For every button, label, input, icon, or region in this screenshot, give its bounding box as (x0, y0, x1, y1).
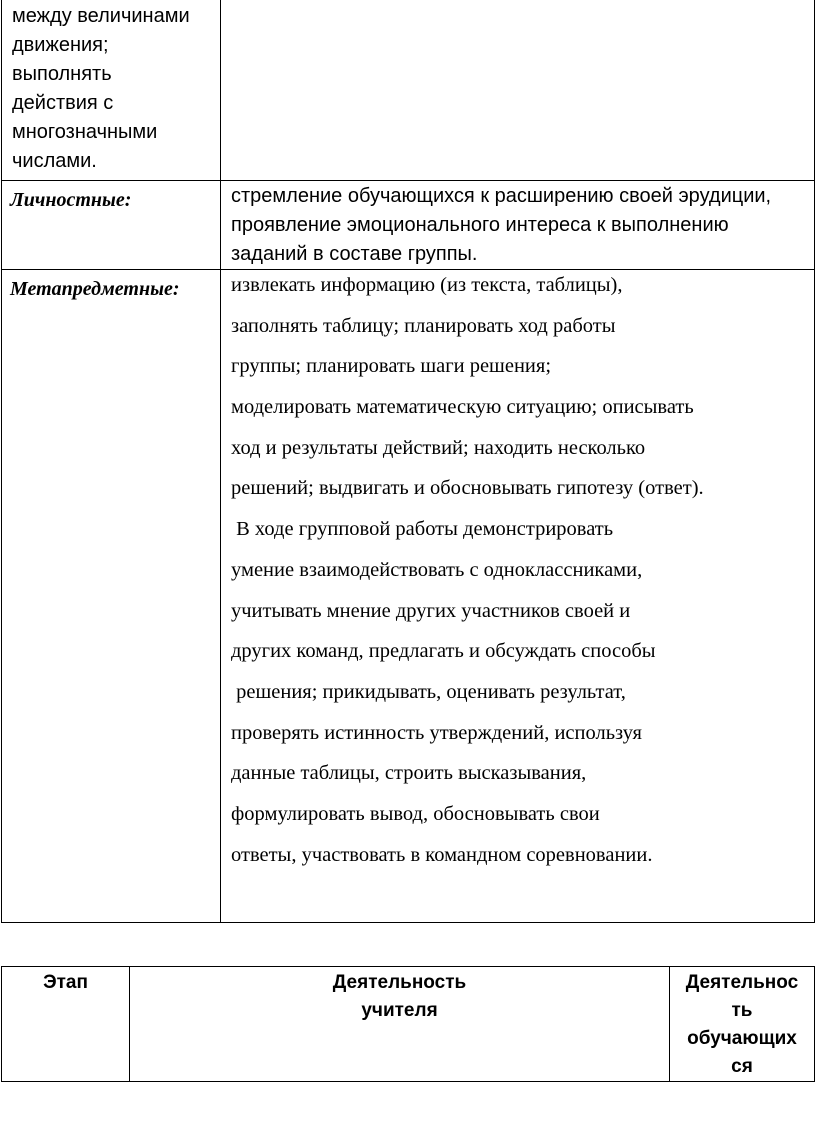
text-line: извлекать информацию (из текста, таблицы), (231, 274, 623, 296)
table-row (2, 0, 815, 181)
personal-text-cell (221, 181, 815, 270)
table-row (2, 270, 815, 923)
personal-label: Личностные: (10, 189, 132, 211)
text-line: многозначными (12, 121, 158, 143)
header-line: Деятельность (332, 972, 467, 993)
header-line: учителя (361, 1000, 438, 1021)
meta-label-cell (2, 270, 221, 923)
personal-label-cell (2, 181, 221, 270)
header-line: Деятельнос (685, 972, 799, 993)
header-line: ть (731, 1000, 753, 1021)
subject-results-text (2, 0, 220, 176)
text-line: действия с (12, 92, 114, 114)
text-line: моделировать математическую ситуацию; описывать (231, 396, 694, 419)
text-line: числами. (12, 150, 97, 172)
header-line: обучающих (687, 1028, 797, 1049)
text-line: между величинами (12, 5, 190, 27)
text-line: заполнять таблицу; планировать ход работы (231, 314, 616, 337)
meta-text-cell (221, 270, 815, 923)
text-line: решений; выдвигать и обосновывать гипотезу (ответ). (231, 477, 704, 500)
column-header-teacher-activity (130, 967, 670, 1082)
table-row (2, 181, 815, 270)
text-line: выполнять (12, 63, 112, 85)
text-line: движения; (12, 34, 109, 56)
column-header-student-activity (670, 967, 815, 1082)
competencies-table (1, 0, 815, 923)
text-line: проверять истинность утверждений, используя (231, 721, 642, 744)
meta-label: Метапредметные: (10, 278, 180, 300)
text-line: учитывать мнение других участников своей и (231, 599, 631, 622)
header-line: ся (731, 1056, 753, 1077)
text-line: ответы, участвовать в командном соревновании. (231, 843, 653, 866)
empty-cell (221, 0, 815, 181)
text-line: данные таблицы, строить высказывания, (231, 762, 587, 785)
text-line: В ходе групповой работы демонстрировать (231, 518, 614, 541)
text-line: других команд, предлагать и обсуждать способы (231, 640, 656, 663)
column-header-stage (2, 967, 130, 1082)
text-line: ход и результаты действий; находить несколько (231, 436, 646, 459)
text-line: формулировать вывод, обосновывать свои (231, 802, 600, 825)
table-header-row (2, 967, 815, 1082)
text-line: группы; планировать шаги решения; (231, 355, 552, 378)
header-label: Этап (43, 972, 88, 993)
text-line: умение взаимодействовать с одноклассниками, (231, 558, 643, 581)
text-line: решения; прикидывать, оценивать результат, (231, 680, 626, 703)
lesson-stages-table (1, 966, 815, 1082)
personal-text: стремление обучающихся к расширению своей эрудиции, проявление эмоционального интереса к выполнению заданий в составе группы. (231, 185, 772, 265)
subject-results-cell (2, 0, 221, 181)
meta-text (221, 270, 814, 881)
